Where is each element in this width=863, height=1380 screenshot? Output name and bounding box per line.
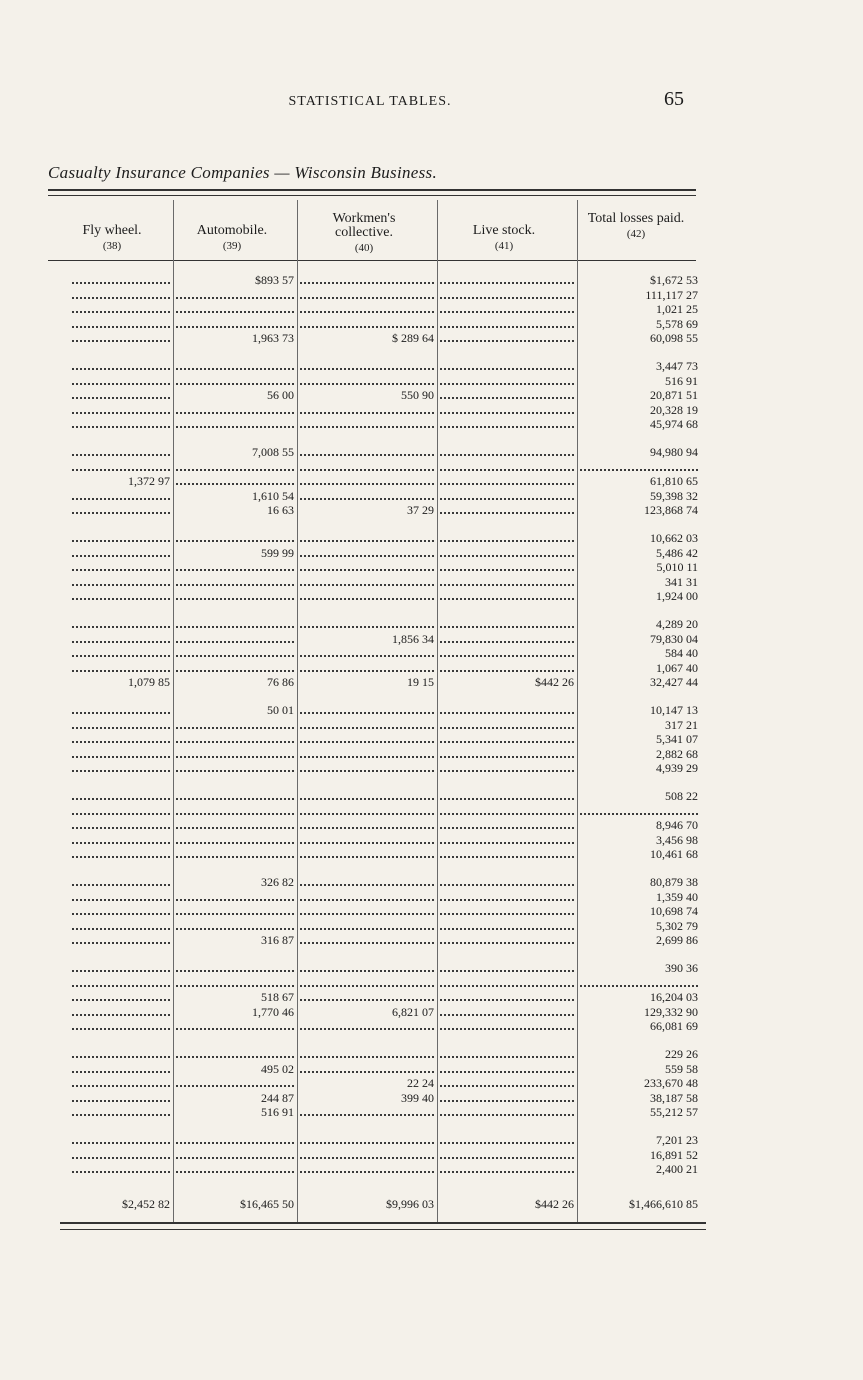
dot-leader	[300, 289, 434, 302]
dot-leader	[300, 891, 434, 904]
table-cell: 6,821 07	[392, 1006, 434, 1019]
table-cell: 2,400 21	[656, 1163, 698, 1176]
dot-leader	[72, 1134, 170, 1147]
dot-leader	[72, 1048, 170, 1061]
dot-leader	[440, 303, 574, 316]
table-cell: 10,698 74	[650, 905, 698, 918]
dot-leader	[440, 748, 574, 761]
dot-leader	[72, 1106, 170, 1119]
dot-leader	[300, 532, 434, 545]
dot-leader	[176, 1163, 294, 1176]
dot-leader	[300, 1134, 434, 1147]
dot-leader	[72, 375, 170, 388]
table-cell: 1,067 40	[656, 662, 698, 675]
dot-leader	[440, 446, 574, 459]
dot-leader	[176, 977, 294, 990]
table-cell: 341 31	[665, 576, 698, 589]
table-cell: 316 87	[261, 934, 294, 947]
dot-leader	[440, 547, 574, 560]
dot-leader	[300, 905, 434, 918]
table-cell: 10,662 03	[650, 532, 698, 545]
table-cell: 3,447 73	[656, 360, 698, 373]
dot-leader	[72, 977, 170, 990]
dot-leader	[176, 848, 294, 861]
dot-leader	[300, 1163, 434, 1176]
dot-leader	[176, 790, 294, 803]
dot-leader	[72, 1020, 170, 1033]
dot-leader	[176, 633, 294, 646]
table-cell: $1,672 53	[650, 274, 698, 287]
table-cell: 233,670 48	[644, 1077, 698, 1090]
dot-leader	[440, 633, 574, 646]
dot-leader	[72, 490, 170, 503]
table-cell: 516 91	[665, 375, 698, 388]
dot-leader	[580, 805, 698, 818]
dot-leader	[440, 618, 574, 631]
dot-leader	[72, 647, 170, 660]
dot-leader	[72, 1063, 170, 1076]
total-fly-wheel: $2,452 82	[122, 1197, 170, 1211]
table-cell: 2,882 68	[656, 748, 698, 761]
column-number: (41)	[494, 240, 514, 252]
dot-leader	[300, 418, 434, 431]
bottom-rule-2	[60, 1229, 706, 1230]
dot-leader	[440, 819, 574, 832]
table-cell: 10,461 68	[650, 848, 698, 861]
dot-leader	[440, 461, 574, 474]
table-cell: 19 15	[407, 676, 434, 689]
table-cell: 38,187 58	[650, 1092, 698, 1105]
dot-leader	[176, 532, 294, 545]
dot-leader	[300, 876, 434, 889]
dot-leader	[176, 733, 294, 746]
dot-leader	[72, 360, 170, 373]
table-cell: $442 26	[535, 676, 574, 689]
table-cell: 16,204 03	[650, 991, 698, 1004]
dot-leader	[440, 375, 574, 388]
dot-leader	[300, 561, 434, 574]
bottom-rule	[60, 1222, 706, 1224]
table-cell: 244 87	[261, 1092, 294, 1105]
dot-leader	[72, 1077, 170, 1090]
dot-leader	[300, 360, 434, 373]
dot-leader	[176, 303, 294, 316]
dot-leader	[440, 962, 574, 975]
dot-leader	[176, 360, 294, 373]
dot-leader	[72, 991, 170, 1004]
dot-leader	[176, 475, 294, 488]
dot-leader	[440, 1048, 574, 1061]
dot-leader	[176, 834, 294, 847]
table-cell: 80,879 38	[650, 876, 698, 889]
table-cell: 4,289 20	[656, 618, 698, 631]
dot-leader	[72, 532, 170, 545]
table-cell: 7,201 23	[656, 1134, 698, 1147]
dot-leader	[176, 1020, 294, 1033]
column-label: Total losses paid.	[587, 211, 685, 226]
dot-leader	[300, 1063, 434, 1076]
dot-leader	[72, 962, 170, 975]
dot-leader	[300, 1020, 434, 1033]
dot-leader	[300, 762, 434, 775]
dot-leader	[440, 805, 574, 818]
dot-leader	[176, 762, 294, 775]
dot-leader	[72, 274, 170, 287]
dot-leader	[300, 461, 434, 474]
table-cell: 55,212 57	[650, 1106, 698, 1119]
dot-leader	[72, 1006, 170, 1019]
dot-leader	[300, 618, 434, 631]
dot-leader	[300, 318, 434, 331]
dot-leader	[300, 647, 434, 660]
dot-leader	[440, 389, 574, 402]
table-cell: 16,891 52	[650, 1149, 698, 1162]
dot-leader	[300, 834, 434, 847]
column-header-live-stock	[436, 206, 572, 276]
top-rule-2	[48, 195, 696, 196]
column-header-total-losses-paid	[574, 206, 698, 264]
total-workmens-collective: $9,996 03	[386, 1197, 434, 1211]
dot-leader	[300, 303, 434, 316]
dot-leader	[176, 576, 294, 589]
dot-leader	[440, 719, 574, 732]
total-live-stock: $442 26	[535, 1197, 574, 1211]
dot-leader	[440, 576, 574, 589]
dot-leader	[440, 475, 574, 488]
dot-leader	[72, 418, 170, 431]
dot-leader	[176, 1077, 294, 1090]
dot-leader	[440, 1006, 574, 1019]
table-cell: 50 01	[267, 704, 294, 717]
dot-leader	[72, 876, 170, 889]
table-cell: 2,699 86	[656, 934, 698, 947]
dot-leader	[72, 1163, 170, 1176]
dot-leader	[72, 704, 170, 717]
table-cell: 32,427 44	[650, 676, 698, 689]
dot-leader	[176, 719, 294, 732]
table-cell: 45,974 68	[650, 418, 698, 431]
dot-leader	[176, 891, 294, 904]
table-cell: 399 40	[401, 1092, 434, 1105]
dot-leader	[440, 848, 574, 861]
dot-leader	[72, 748, 170, 761]
dot-leader	[176, 289, 294, 302]
table-cell: 495 02	[261, 1063, 294, 1076]
dot-leader	[440, 934, 574, 947]
dot-leader	[300, 748, 434, 761]
table-cell: 76 86	[267, 676, 294, 689]
page-number: 65	[664, 88, 684, 110]
table-cell: 20,328 19	[650, 404, 698, 417]
dot-leader	[300, 274, 434, 287]
table-cell: 111,117 27	[645, 289, 698, 302]
table-cell: 94,980 94	[650, 446, 698, 459]
table-cell: 79,830 04	[650, 633, 698, 646]
column-divider	[437, 200, 438, 1222]
dot-leader	[176, 819, 294, 832]
dot-leader	[440, 1077, 574, 1090]
table-cell: $ 289 64	[392, 332, 434, 345]
dot-leader	[176, 561, 294, 574]
dot-leader	[300, 733, 434, 746]
column-header-fly-wheel	[60, 206, 164, 276]
dot-leader	[72, 576, 170, 589]
dot-leader	[300, 1106, 434, 1119]
table-cell: 5,302 79	[656, 920, 698, 933]
table-cell: 516 91	[261, 1106, 294, 1119]
table-cell: 1,079 85	[128, 676, 170, 689]
column-label: Fly wheel.	[82, 223, 142, 238]
dot-leader	[176, 375, 294, 388]
dot-leader	[440, 1106, 574, 1119]
dot-leader	[176, 647, 294, 660]
dot-leader	[72, 848, 170, 861]
dot-leader	[300, 920, 434, 933]
dot-leader	[72, 389, 170, 402]
dot-leader	[440, 1163, 574, 1176]
dot-leader	[300, 475, 434, 488]
dot-leader	[580, 977, 698, 990]
dot-leader	[72, 934, 170, 947]
dot-leader	[72, 446, 170, 459]
dot-leader	[176, 590, 294, 603]
dot-leader	[72, 834, 170, 847]
column-divider	[173, 200, 174, 1222]
dot-leader	[72, 662, 170, 675]
dot-leader	[440, 360, 574, 373]
dot-leader	[300, 1149, 434, 1162]
dot-leader	[72, 819, 170, 832]
table-cell: 1,359 40	[656, 891, 698, 904]
dot-leader	[440, 920, 574, 933]
dot-leader	[72, 504, 170, 517]
dot-leader	[72, 590, 170, 603]
dot-leader	[300, 590, 434, 603]
dot-leader	[300, 446, 434, 459]
dot-leader	[72, 905, 170, 918]
dot-leader	[440, 504, 574, 517]
dot-leader	[176, 905, 294, 918]
table-cell: 1,924 00	[656, 590, 698, 603]
table-cell: 229 26	[665, 1048, 698, 1061]
dot-leader	[440, 977, 574, 990]
dot-leader	[440, 1134, 574, 1147]
table-cell: 61,810 65	[650, 475, 698, 488]
dot-leader	[440, 332, 574, 345]
dot-leader	[72, 762, 170, 775]
dot-leader	[440, 274, 574, 287]
dot-leader	[440, 762, 574, 775]
total-total-losses-paid: $1,466,610 85	[629, 1197, 698, 1211]
table-cell: 550 90	[401, 389, 434, 402]
table-cell: 584 40	[665, 647, 698, 660]
dot-leader	[72, 404, 170, 417]
dot-leader	[72, 461, 170, 474]
dot-leader	[300, 819, 434, 832]
dot-leader	[300, 790, 434, 803]
dot-leader	[300, 547, 434, 560]
table-cell: 559 58	[665, 1063, 698, 1076]
dot-leader	[300, 576, 434, 589]
dot-leader	[72, 1092, 170, 1105]
dot-leader	[72, 790, 170, 803]
table-cell: 599 99	[261, 547, 294, 560]
dot-leader	[176, 418, 294, 431]
table-cell: 129,332 90	[644, 1006, 698, 1019]
table-cell: 518 67	[261, 991, 294, 1004]
dot-leader	[300, 704, 434, 717]
column-number: (40)	[354, 242, 374, 254]
dot-leader	[176, 618, 294, 631]
dot-leader	[300, 991, 434, 1004]
table-cell: 1,963 73	[252, 332, 294, 345]
dot-leader	[440, 790, 574, 803]
table-cell: 59,398 32	[650, 490, 698, 503]
dot-leader	[440, 1020, 574, 1033]
table-cell: 56 00	[267, 389, 294, 402]
table-cell: 37 29	[407, 504, 434, 517]
table-cell: 7,008 55	[252, 446, 294, 459]
table-cell: 10,147 13	[650, 704, 698, 717]
dot-leader	[300, 805, 434, 818]
dot-leader	[176, 920, 294, 933]
dot-leader	[440, 662, 574, 675]
dot-leader	[176, 318, 294, 331]
dot-leader	[72, 318, 170, 331]
table-cell: 1,856 34	[392, 633, 434, 646]
dot-leader	[440, 532, 574, 545]
dot-leader	[440, 1063, 574, 1076]
dot-leader	[440, 733, 574, 746]
dot-leader	[72, 303, 170, 316]
table-cell: 317 21	[665, 719, 698, 732]
dot-leader	[176, 962, 294, 975]
dot-leader	[72, 618, 170, 631]
dot-leader	[300, 934, 434, 947]
table-cell: 5,486 42	[656, 547, 698, 560]
table-cell: 1,610 54	[252, 490, 294, 503]
dot-leader	[440, 289, 574, 302]
dot-leader	[72, 719, 170, 732]
dot-leader	[440, 991, 574, 1004]
dot-leader	[176, 805, 294, 818]
dot-leader	[440, 1092, 574, 1105]
column-label: Automobile.	[196, 223, 268, 238]
table-cell: 123,868 74	[644, 504, 698, 517]
column-header-workmens-collective	[296, 206, 432, 264]
dot-leader	[440, 834, 574, 847]
dot-leader	[440, 876, 574, 889]
dot-leader	[72, 733, 170, 746]
table-cell: $893 57	[255, 274, 294, 287]
dot-leader	[72, 332, 170, 345]
table-cell: 3,456 98	[656, 834, 698, 847]
dot-leader	[440, 704, 574, 717]
table-cell: 16 63	[267, 504, 294, 517]
table-cell: 20,871 51	[650, 389, 698, 402]
dot-leader	[176, 1149, 294, 1162]
dot-leader	[440, 647, 574, 660]
table-cell: 1,021 25	[656, 303, 698, 316]
dot-leader	[176, 1048, 294, 1061]
dot-leader	[440, 891, 574, 904]
table-cell: 508 22	[665, 790, 698, 803]
column-number: (38)	[102, 240, 122, 252]
dot-leader	[440, 590, 574, 603]
column-number: (42)	[626, 228, 646, 240]
dot-leader	[440, 905, 574, 918]
dot-leader	[176, 461, 294, 474]
table-cell: 8,946 70	[656, 819, 698, 832]
dot-leader	[176, 662, 294, 675]
column-divider	[577, 200, 578, 1222]
dot-leader	[176, 748, 294, 761]
column-divider	[297, 200, 298, 1222]
dot-leader	[72, 1149, 170, 1162]
dot-leader	[72, 920, 170, 933]
dot-leader	[300, 404, 434, 417]
dot-leader	[72, 633, 170, 646]
column-header-automobile	[170, 206, 294, 276]
running-title: STATISTICAL TABLES.	[288, 94, 452, 109]
top-rule	[48, 189, 696, 191]
dot-leader	[300, 719, 434, 732]
dot-leader	[176, 1134, 294, 1147]
dot-leader	[300, 848, 434, 861]
dot-leader	[440, 318, 574, 331]
dot-leader	[580, 461, 698, 474]
dot-leader	[440, 404, 574, 417]
column-label: Workmen's collective.	[332, 211, 396, 240]
dot-leader	[300, 1048, 434, 1061]
column-number: (39)	[222, 240, 242, 252]
table-cell: 4,939 29	[656, 762, 698, 775]
dot-leader	[72, 805, 170, 818]
dot-leader	[440, 490, 574, 503]
table-cell: 390 36	[665, 962, 698, 975]
dot-leader	[72, 891, 170, 904]
table-cell: 66,081 69	[650, 1020, 698, 1033]
dot-leader	[72, 547, 170, 560]
dot-leader	[440, 418, 574, 431]
table-cell: 60,098 55	[650, 332, 698, 345]
table-cell: 326 82	[261, 876, 294, 889]
dot-leader	[300, 490, 434, 503]
dot-leader	[72, 561, 170, 574]
table-cell: 5,578 69	[656, 318, 698, 331]
table-cell: 1,770 46	[252, 1006, 294, 1019]
dot-leader	[176, 404, 294, 417]
table-cell: 5,010 11	[656, 561, 698, 574]
table-cell: 1,372 97	[128, 475, 170, 488]
column-label: Live stock.	[472, 223, 536, 238]
dot-leader	[300, 962, 434, 975]
table-caption: Casualty Insurance Companies — Wisconsin Business.	[48, 163, 437, 182]
dot-leader	[300, 375, 434, 388]
dot-leader	[300, 977, 434, 990]
dot-leader	[300, 662, 434, 675]
total-automobile: $16,465 50	[240, 1197, 294, 1211]
table-cell: 22 24	[407, 1077, 434, 1090]
dot-leader	[72, 289, 170, 302]
dot-leader	[440, 1149, 574, 1162]
table-cell: 5,341 07	[656, 733, 698, 746]
dot-leader	[440, 561, 574, 574]
page-header	[0, 88, 863, 118]
